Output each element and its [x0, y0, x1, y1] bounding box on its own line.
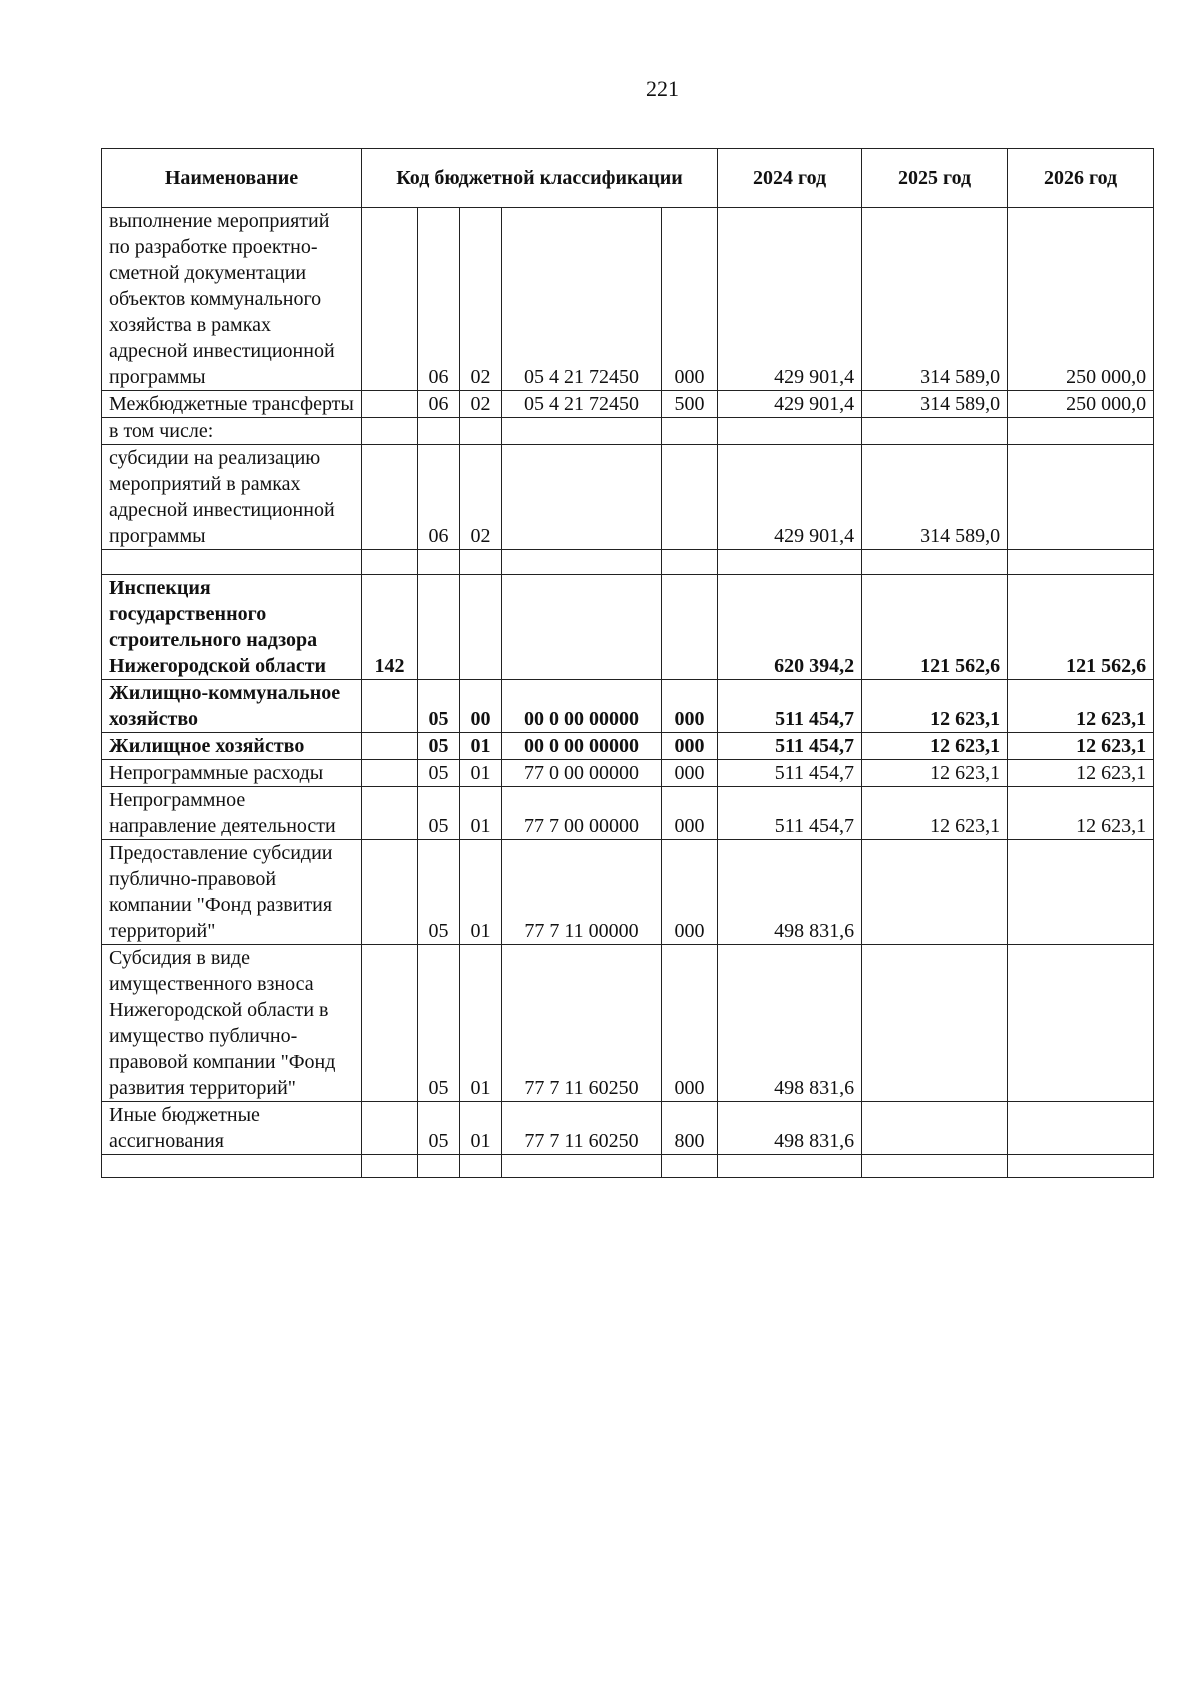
- cell-vr: 800: [662, 1102, 718, 1155]
- cell-vr: 000: [662, 760, 718, 787]
- cell-csr: 77 7 11 00000: [502, 840, 662, 945]
- cell-2026: [1008, 418, 1154, 445]
- page-number: 221: [646, 76, 679, 101]
- table-row: [102, 208, 1154, 391]
- table-row: [102, 787, 1154, 840]
- cell-pr: [460, 575, 502, 680]
- cell-2025: [862, 840, 1008, 945]
- header-2024: 2024 год: [718, 149, 862, 208]
- cell-vr: [662, 418, 718, 445]
- cell-vr: 000: [662, 208, 718, 391]
- cell-gr: [362, 418, 418, 445]
- cell-gr: [362, 787, 418, 840]
- cell-2025: [862, 1102, 1008, 1155]
- cell-csr: [502, 445, 662, 550]
- cell-csr: 77 7 11 60250: [502, 945, 662, 1102]
- cell-2025: 12 623,1: [862, 787, 1008, 840]
- row-name: Непрограммные расходы: [102, 760, 362, 787]
- empty-row: [102, 1155, 1154, 1178]
- cell-csr: [502, 418, 662, 445]
- cell-csr: 77 7 00 00000: [502, 787, 662, 840]
- cell-csr: 77 7 11 60250: [502, 1102, 662, 1155]
- cell-2024: 498 831,6: [718, 1102, 862, 1155]
- cell-pr: 01: [460, 760, 502, 787]
- cell-pr: 01: [460, 1102, 502, 1155]
- header-2025: 2025 год: [862, 149, 1008, 208]
- header-2026: 2026 год: [1008, 149, 1154, 208]
- cell-vr: 500: [662, 391, 718, 418]
- cell-2026: [1008, 945, 1154, 1102]
- cell-gr: [362, 445, 418, 550]
- row-name: Инспекция государственного строительного надзора Нижегородской области: [102, 575, 362, 680]
- row-name: в том числе:: [102, 418, 362, 445]
- header-code: Код бюджетной классификации: [362, 149, 718, 208]
- cell-2024: [718, 418, 862, 445]
- cell-vr: 000: [662, 945, 718, 1102]
- cell-rz: 05: [418, 945, 460, 1102]
- cell-csr: 00 0 00 00000: [502, 733, 662, 760]
- cell-rz: 05: [418, 1102, 460, 1155]
- cell-pr: 00: [460, 680, 502, 733]
- cell-vr: 000: [662, 680, 718, 733]
- cell-gr: [362, 760, 418, 787]
- table-row: [102, 575, 1154, 680]
- table-row: [102, 445, 1154, 550]
- cell-gr: [362, 1102, 418, 1155]
- cell-2026: [1008, 1102, 1154, 1155]
- cell-pr: [460, 418, 502, 445]
- cell-pr: 02: [460, 208, 502, 391]
- table-row: [102, 840, 1154, 945]
- cell-pr: 02: [460, 391, 502, 418]
- cell-vr: 000: [662, 787, 718, 840]
- table-row: [102, 391, 1154, 418]
- cell-2024: 511 454,7: [718, 680, 862, 733]
- cell-pr: 01: [460, 945, 502, 1102]
- cell-pr: 01: [460, 840, 502, 945]
- cell-2026: 250 000,0: [1008, 391, 1154, 418]
- table-row: [102, 418, 1154, 445]
- cell-vr: 000: [662, 840, 718, 945]
- cell-csr: 05 4 21 72450: [502, 391, 662, 418]
- cell-rz: 05: [418, 840, 460, 945]
- cell-gr: 142: [362, 575, 418, 680]
- cell-gr: [362, 945, 418, 1102]
- cell-gr: [362, 733, 418, 760]
- cell-2025: 12 623,1: [862, 760, 1008, 787]
- cell-rz: 05: [418, 787, 460, 840]
- cell-vr: [662, 575, 718, 680]
- cell-2025: 314 589,0: [862, 445, 1008, 550]
- row-name: Непрограммное направление деятельности: [102, 787, 362, 840]
- row-name: выполнение мероприятий по разработке проектно-сметной документации объектов коммунального хозяйства в рамках адресной инвестиционной программы: [102, 208, 362, 391]
- table-row: [102, 680, 1154, 733]
- cell-2025: 314 589,0: [862, 208, 1008, 391]
- cell-2025: 12 623,1: [862, 680, 1008, 733]
- cell-2026: [1008, 840, 1154, 945]
- cell-2025: 121 562,6: [862, 575, 1008, 680]
- cell-2026: 12 623,1: [1008, 733, 1154, 760]
- cell-rz: [418, 418, 460, 445]
- table-row: [102, 760, 1154, 787]
- table-row: [102, 733, 1154, 760]
- row-name: Жилищное хозяйство: [102, 733, 362, 760]
- budget-table: [101, 148, 1154, 1178]
- empty-row: [102, 550, 1154, 575]
- cell-csr: 00 0 00 00000: [502, 680, 662, 733]
- cell-pr: 02: [460, 445, 502, 550]
- row-name: Предоставление субсидии публично-правовой компании "Фонд развития территорий": [102, 840, 362, 945]
- table-row: [102, 945, 1154, 1102]
- row-name: Жилищно-коммунальное хозяйство: [102, 680, 362, 733]
- cell-2024: 429 901,4: [718, 208, 862, 391]
- cell-2024: 511 454,7: [718, 787, 862, 840]
- row-name: Межбюджетные трансферты: [102, 391, 362, 418]
- cell-2024: 620 394,2: [718, 575, 862, 680]
- cell-rz: 05: [418, 733, 460, 760]
- cell-2026: 12 623,1: [1008, 787, 1154, 840]
- cell-2024: 511 454,7: [718, 760, 862, 787]
- table-header-row: [102, 149, 1154, 208]
- cell-2025: [862, 418, 1008, 445]
- row-name: Субсидия в виде имущественного взноса Нижегородской области в имущество публично-правовой компании "Фонд развития территорий": [102, 945, 362, 1102]
- cell-2024: 498 831,6: [718, 945, 862, 1102]
- cell-2024: 429 901,4: [718, 445, 862, 550]
- cell-vr: [662, 445, 718, 550]
- cell-csr: 05 4 21 72450: [502, 208, 662, 391]
- row-name: субсидии на реализацию мероприятий в рамках адресной инвестиционной программы: [102, 445, 362, 550]
- cell-gr: [362, 208, 418, 391]
- cell-2025: 12 623,1: [862, 733, 1008, 760]
- cell-gr: [362, 391, 418, 418]
- cell-2024: 511 454,7: [718, 733, 862, 760]
- row-name: Иные бюджетные ассигнования: [102, 1102, 362, 1155]
- cell-rz: [418, 575, 460, 680]
- cell-pr: 01: [460, 733, 502, 760]
- cell-2026: 250 000,0: [1008, 208, 1154, 391]
- cell-pr: 01: [460, 787, 502, 840]
- cell-csr: [502, 575, 662, 680]
- table-row: [102, 1102, 1154, 1155]
- cell-2026: 12 623,1: [1008, 680, 1154, 733]
- cell-csr: 77 0 00 00000: [502, 760, 662, 787]
- cell-2024: 429 901,4: [718, 391, 862, 418]
- cell-2025: [862, 945, 1008, 1102]
- cell-rz: 06: [418, 445, 460, 550]
- header-name: Наименование: [102, 149, 362, 208]
- cell-rz: 05: [418, 760, 460, 787]
- cell-rz: 05: [418, 680, 460, 733]
- cell-gr: [362, 840, 418, 945]
- cell-rz: 06: [418, 391, 460, 418]
- cell-2026: 12 623,1: [1008, 760, 1154, 787]
- cell-2026: [1008, 445, 1154, 550]
- cell-2024: 498 831,6: [718, 840, 862, 945]
- cell-rz: 06: [418, 208, 460, 391]
- cell-2026: 121 562,6: [1008, 575, 1154, 680]
- cell-vr: 000: [662, 733, 718, 760]
- cell-2025: 314 589,0: [862, 391, 1008, 418]
- cell-gr: [362, 680, 418, 733]
